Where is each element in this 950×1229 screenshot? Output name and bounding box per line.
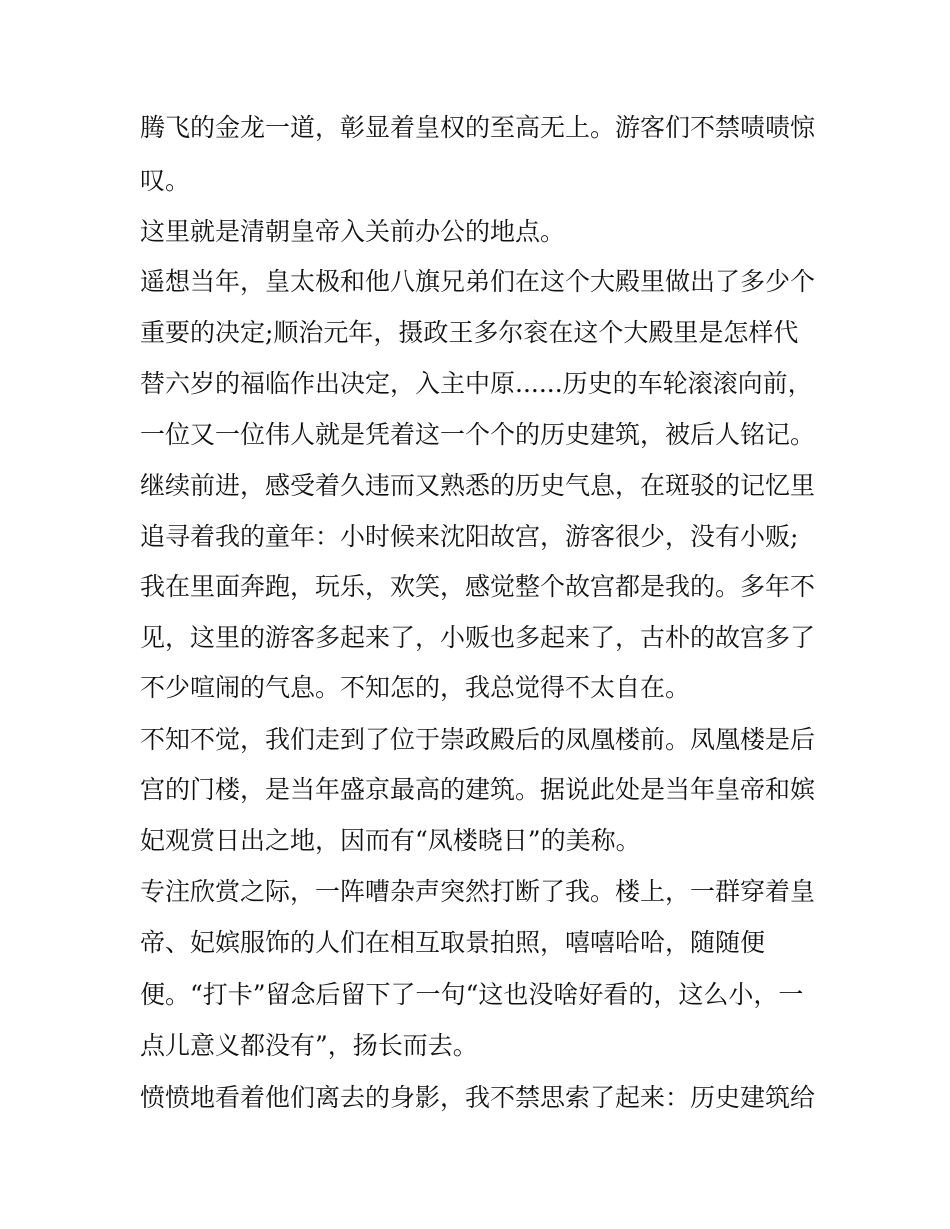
text-line: 不少喧闹的气息。不知怎的，我总觉得不太自在。 <box>140 673 691 702</box>
text-line: 追寻着我的童年：小时候来沈阳故宫，游客很少，没有小贩; <box>140 522 799 551</box>
text-line: 继续前进，感受着久违而又熟悉的历史气息，在斑驳的记忆里 <box>140 471 816 500</box>
text-line: 妃观赏日出之地，因而有“凤楼晓日”的美称。 <box>140 826 641 855</box>
text-line: 我在里面奔跑，玩乐，欢笑，感觉整个故宫都是我的。多年不 <box>140 572 816 601</box>
text-line: 这里就是清朝皇帝入关前办公的地点。 <box>140 217 566 246</box>
text-line: 替六岁的福临作出决定，入主中原......历史的车轮滚滚向前， <box>140 369 813 398</box>
text-line: 帝、妃嫔服饰的人们在相互取景拍照，嘻嘻哈哈，随随便 <box>140 928 766 957</box>
text-line: 重要的决定;顺治元年，摄政王多尔衮在这个大殿里是怎样代 <box>140 318 799 347</box>
text-line: 叹。 <box>140 166 191 195</box>
text-line: 点儿意义都没有”，扬长而去。 <box>140 1031 478 1060</box>
text-line: 愤愤地看着他们离去的身影，我不禁思索了起来：历史建筑给 <box>140 1083 816 1112</box>
text-line: 专注欣赏之际，一阵嘈杂声突然打断了我。楼上，一群穿着皇 <box>140 877 816 906</box>
text-line: 腾飞的金龙一道，彰显着皇权的至高无上。游客们不禁啧啧惊 <box>140 113 816 142</box>
text-line: 宫的门楼，是当年盛京最高的建筑。据说此处是当年皇帝和嫔 <box>140 775 816 804</box>
text-line: 便。“打卡”留念后留下了一句“这也没啥好看的，这么小，一 <box>140 980 804 1009</box>
text-line: 遥想当年，皇太极和他八旗兄弟们在这个大殿里做出了多少个 <box>140 267 816 296</box>
text-line: 见，这里的游客多起来了，小贩也多起来了，古朴的故宫多了 <box>140 623 816 652</box>
text-line: 不知不觉，我们走到了位于崇政殿后的凤凰楼前。凤凰楼是后 <box>140 725 816 754</box>
text-line: 一位又一位伟人就是凭着这一个个的历史建筑，被后人铭记。 <box>140 420 816 449</box>
